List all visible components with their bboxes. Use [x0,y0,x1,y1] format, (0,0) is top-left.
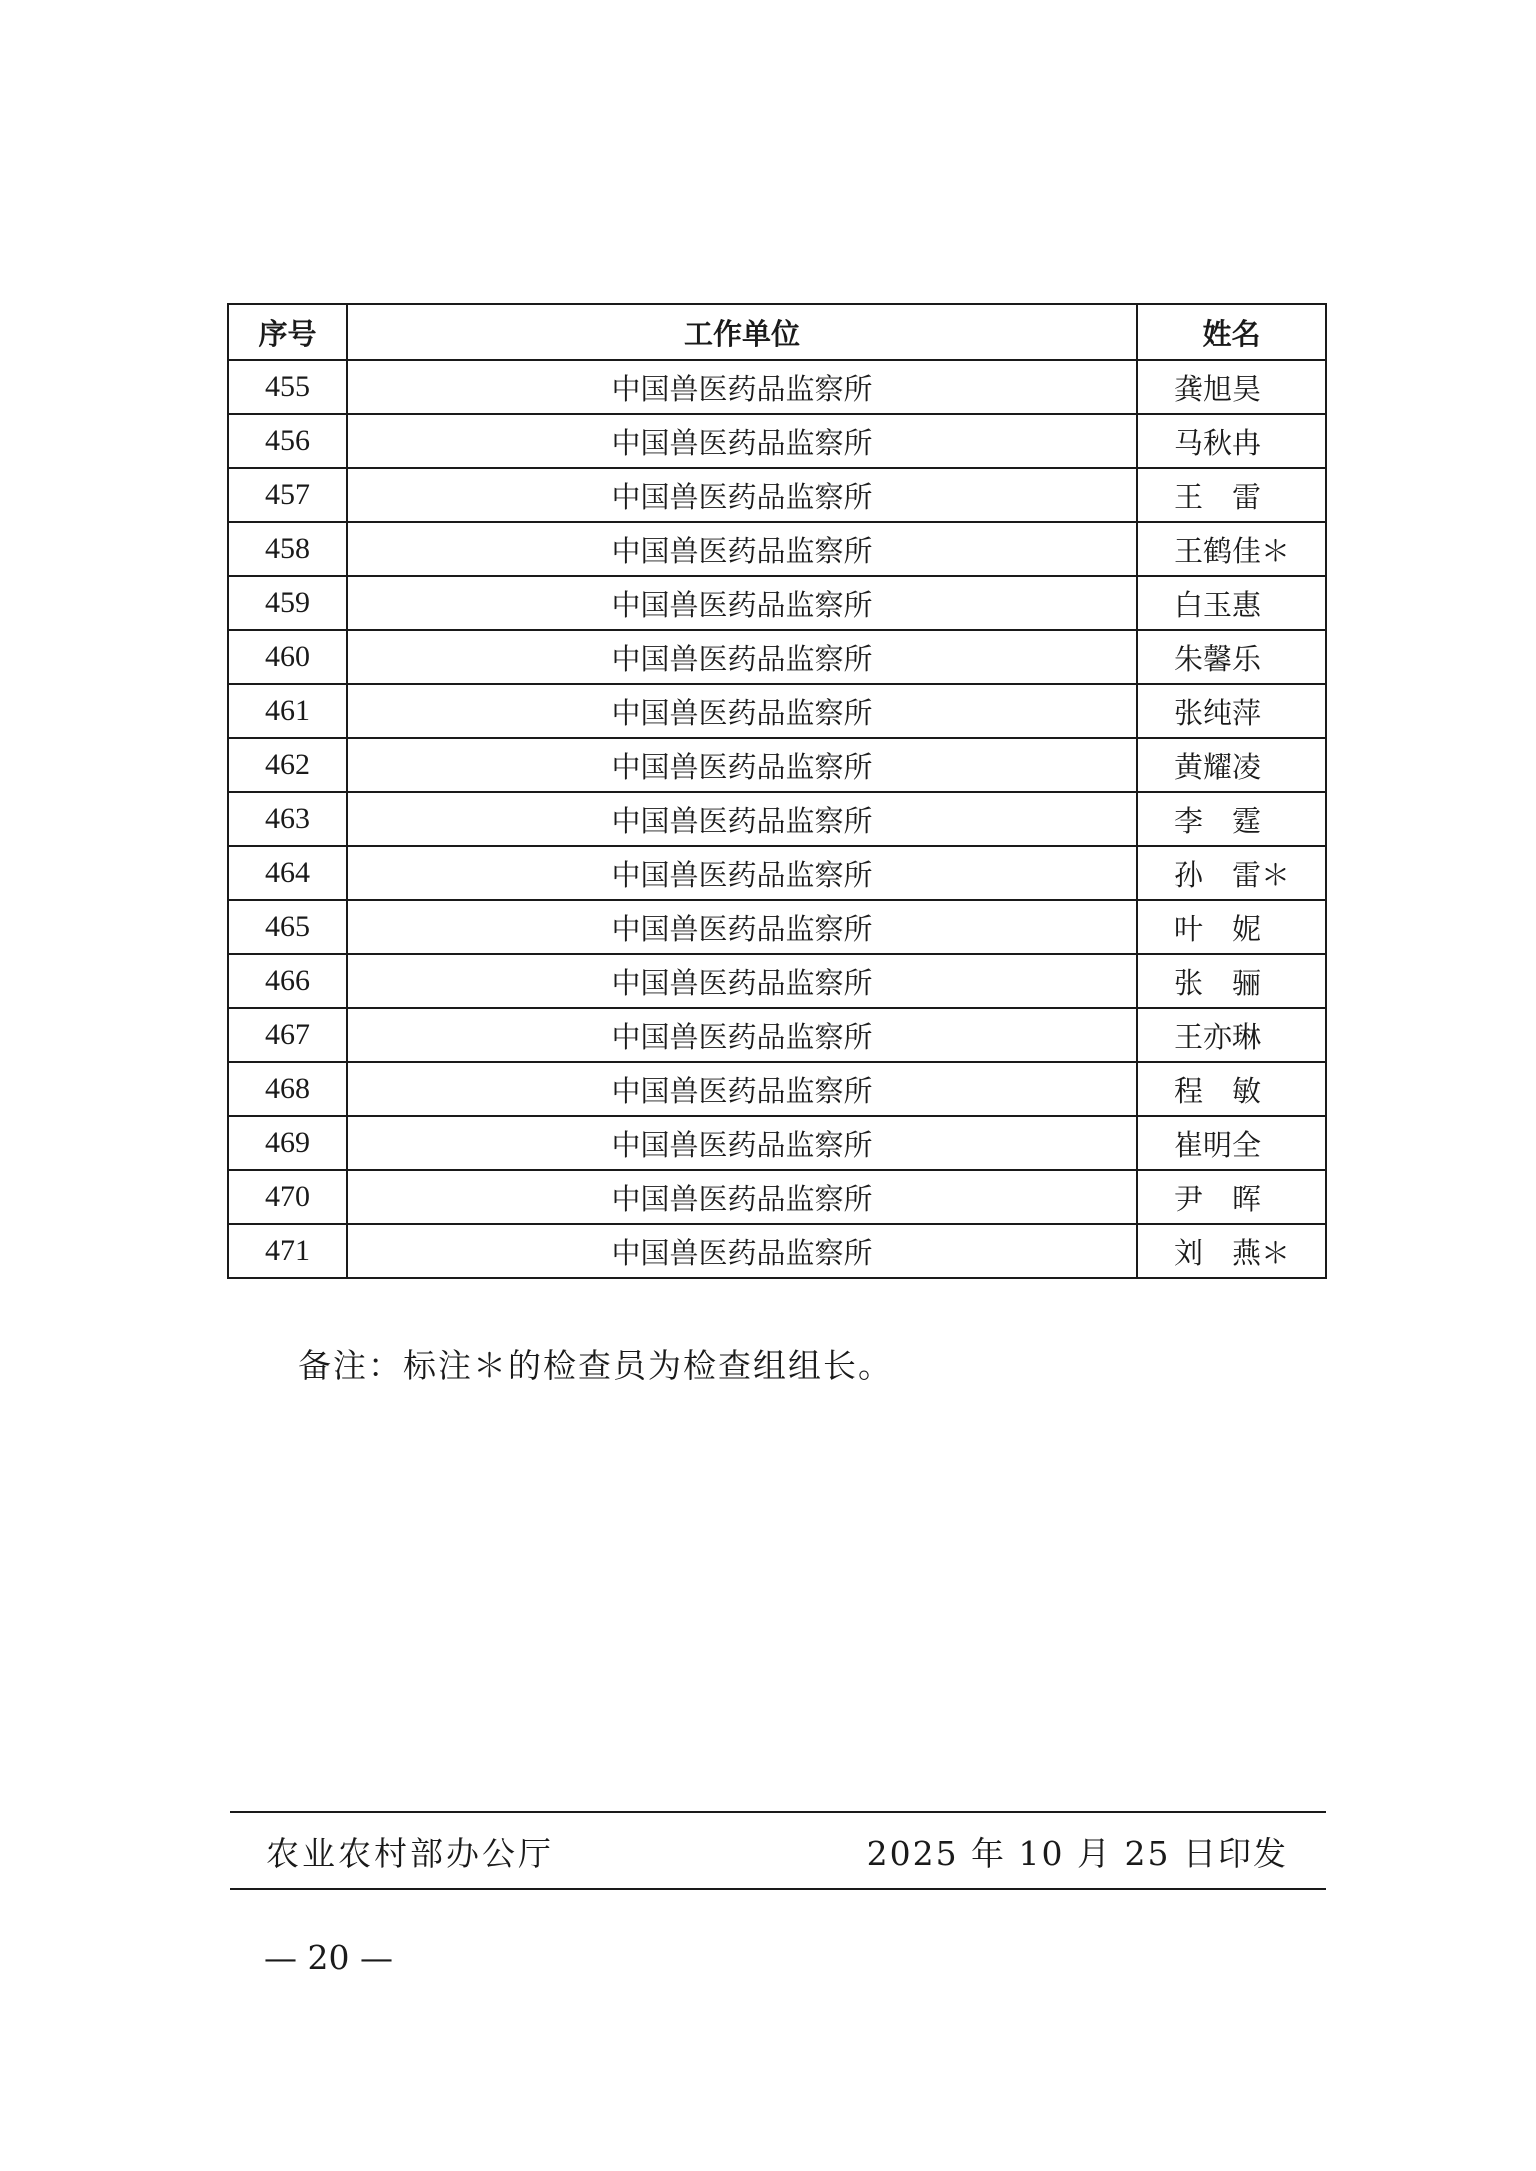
row-name: 白玉惠 [1137,576,1326,630]
table-row [228,1224,1326,1278]
row-number: 467 [228,1008,347,1062]
row-number: 463 [228,792,347,846]
table-row [228,1170,1326,1224]
row-number: 455 [228,360,347,414]
row-name: 王鹤佳＊ [1137,522,1326,576]
issue-date: 2025 年 10 月 25 日印发 [866,1834,1288,1873]
page-number: — 20 — [264,1938,393,1977]
row-name: 李 霆 [1137,792,1326,846]
row-name: 崔明全 [1137,1116,1326,1170]
row-number: 458 [228,522,347,576]
table-row [228,1008,1326,1062]
table-row [228,954,1326,1008]
row-unit: 中国兽医药品监察所 [347,1008,1137,1062]
row-number: 456 [228,414,347,468]
row-number: 464 [228,846,347,900]
row-unit: 中国兽医药品监察所 [347,738,1137,792]
row-name: 刘 燕＊ [1137,1224,1326,1278]
row-name: 程 敏 [1137,1062,1326,1116]
row-name: 孙 雷＊ [1137,846,1326,900]
column-header-name: 姓名 [1137,304,1326,360]
row-name: 龚旭昊 [1137,360,1326,414]
row-unit: 中国兽医药品监察所 [347,846,1137,900]
table-row [228,630,1326,684]
row-number: 460 [228,630,347,684]
row-unit: 中国兽医药品监察所 [347,1116,1137,1170]
row-name: 朱馨乐 [1137,630,1326,684]
row-name: 张纯萍 [1137,684,1326,738]
row-unit: 中国兽医药品监察所 [347,576,1137,630]
row-unit: 中国兽医药品监察所 [347,360,1137,414]
row-number: 459 [228,576,347,630]
row-number: 466 [228,954,347,1008]
row-number: 471 [228,1224,347,1278]
inspector-roster-table [227,303,1327,1279]
row-unit: 中国兽医药品监察所 [347,954,1137,1008]
row-name: 黄耀凌 [1137,738,1326,792]
table-row [228,414,1326,468]
row-name: 马秋冉 [1137,414,1326,468]
row-unit: 中国兽医药品监察所 [347,522,1137,576]
row-number: 469 [228,1116,347,1170]
table-row [228,900,1326,954]
table-row [228,522,1326,576]
row-number: 470 [228,1170,347,1224]
table-row [228,738,1326,792]
table-row [228,684,1326,738]
column-header-number: 序号 [228,304,347,360]
footer-top-rule [230,1811,1326,1813]
row-unit: 中国兽医药品监察所 [347,1224,1137,1278]
table-row [228,360,1326,414]
table-header-row [228,304,1326,360]
table-row [228,468,1326,522]
table-row [228,846,1326,900]
table-row [228,1062,1326,1116]
row-unit: 中国兽医药品监察所 [347,900,1137,954]
row-name: 张 骊 [1137,954,1326,1008]
row-unit: 中国兽医药品监察所 [347,630,1137,684]
row-number: 462 [228,738,347,792]
row-name: 王亦琳 [1137,1008,1326,1062]
row-unit: 中国兽医药品监察所 [347,1170,1137,1224]
table-row [228,1116,1326,1170]
table-row [228,576,1326,630]
row-unit: 中国兽医药品监察所 [347,468,1137,522]
row-number: 465 [228,900,347,954]
row-number: 461 [228,684,347,738]
row-name: 王 雷 [1137,468,1326,522]
row-unit: 中国兽医药品监察所 [347,414,1137,468]
row-number: 468 [228,1062,347,1116]
row-number: 457 [228,468,347,522]
footer-bottom-rule [230,1888,1326,1890]
remark-note: 备注：标注＊的检查员为检查组组长。 [298,1346,893,1385]
issuer-name: 农业农村部办公厅 [266,1834,554,1873]
table-row [228,792,1326,846]
row-name: 叶 妮 [1137,900,1326,954]
row-name: 尹 晖 [1137,1170,1326,1224]
row-unit: 中国兽医药品监察所 [347,1062,1137,1116]
row-unit: 中国兽医药品监察所 [347,792,1137,846]
column-header-unit: 工作单位 [347,304,1137,360]
row-unit: 中国兽医药品监察所 [347,684,1137,738]
